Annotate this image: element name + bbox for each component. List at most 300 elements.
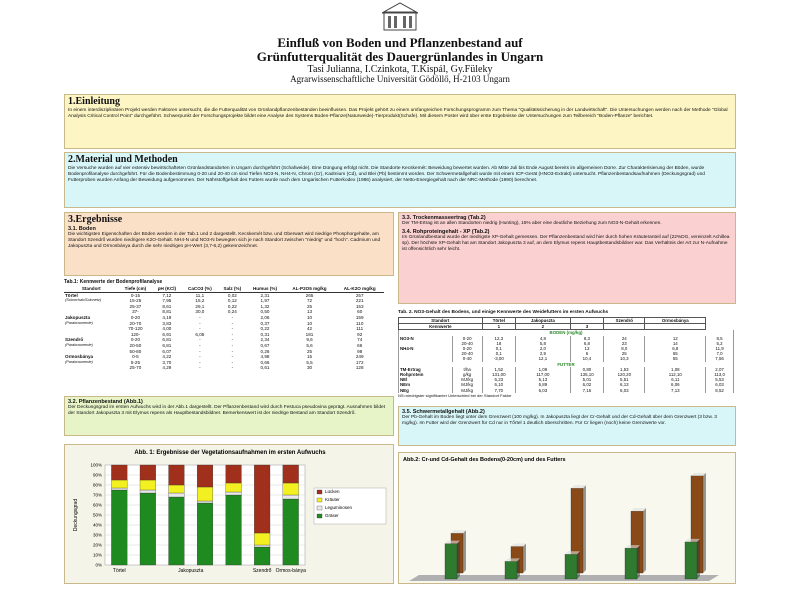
table-cell: 2,34 [260, 337, 270, 343]
unit-cell: MJ/kg [452, 377, 482, 382]
section-einleitung [64, 94, 736, 149]
table-cell: 0,24 [227, 309, 237, 315]
table-cell: 5,51 [604, 377, 645, 382]
table1-container [64, 279, 394, 391]
table-cell: 6,03 [604, 388, 645, 393]
table-cell: 12,1 [516, 356, 571, 361]
table-cell: 7,0 [706, 351, 734, 356]
row-label: NO3-N [399, 336, 453, 341]
site-cell: Törtel [65, 292, 78, 298]
table-cell: 60 [357, 309, 363, 315]
table-cell: 7,70 [482, 388, 515, 393]
unit-cell: g/kg [452, 372, 482, 377]
table-cell: 25 [604, 351, 645, 356]
x-tick-label: Törtel [112, 568, 126, 574]
table-cell: 110 [356, 320, 364, 326]
table-cell: 7,12 [162, 292, 172, 298]
table-cell: 6,10 [482, 382, 515, 387]
table-cell: 37- [132, 309, 139, 315]
bar-segment [169, 493, 185, 497]
table-cell: 6,11 [645, 377, 706, 382]
table-cell: 5,8 [516, 341, 571, 346]
table-cell: 113,0 [706, 372, 734, 377]
site-cell: (Parabraunerde) [65, 342, 93, 347]
table-cell: 1,08 [645, 367, 706, 372]
bar-side [583, 485, 586, 573]
table-cell: 25-70 [129, 365, 142, 371]
university-seal-icon [382, 2, 418, 32]
section-trockenmasse [398, 212, 736, 304]
table-cell: 15 [306, 354, 313, 360]
table-cell: 14 [645, 341, 706, 346]
chart2-svg [399, 453, 737, 585]
section-text: Die wichtigsten Eigenschaften der Böden werden in der Tab.1 und 2 dargestellt. Kecskemét bzw. und Oberwart wird niedrige Phosphorgehalte, am Standort Szendrő wurden niedrigere K2O-Gehalt. NH4-N und NO3-N bewegten sich je nach Standort zwischen "niedrig" und "hoch". Cadmium und Jakopuszta und Ormosbánya durch die sehr niedrigen pH-Wert (3,7-6,2) gekennzeichnet. [68, 232, 381, 249]
table-cell: 12,3 [482, 336, 515, 341]
table-subheader: 1 [482, 324, 515, 330]
feed-quality-table [398, 317, 734, 393]
table-cell: 8,5 [706, 336, 734, 341]
table-cell: 13 [570, 346, 603, 351]
page-title: Einfluß von Boden und Pflanzenbestand auf Grünfutterqualität des Dauergrünlandes in Ungarn [256, 35, 544, 64]
table-cell: 111 [356, 326, 364, 332]
subsection-heading: 3.3. Trockenmasseertrag (Tab.2) [402, 215, 486, 221]
table-cell: 6,8 [645, 346, 706, 351]
table-cell: 1,09 [516, 367, 571, 372]
table-cell: 0,26 [260, 348, 270, 354]
table-cell: 0,66 [260, 359, 270, 365]
x-tick-label: Jakopuszta [178, 568, 204, 574]
table-cell: 8,81 [162, 309, 172, 315]
bar-segment [197, 501, 213, 503]
legend-label: Leguminosen [325, 505, 353, 510]
y-tick-label: 0% [95, 562, 102, 568]
y-tick-label: 20% [92, 542, 102, 548]
subsection-heading: 3.5. Schwermetallgehalt (Abb.2) [402, 409, 485, 415]
bar-segment [140, 465, 156, 480]
table-cell: - [199, 354, 201, 360]
table-cell: 5,13 [516, 377, 571, 382]
table-cell: 6,02 [570, 382, 603, 387]
table-cell: 249 [355, 354, 364, 360]
legend-swatch [317, 514, 322, 518]
y-tick-label: 60% [92, 502, 102, 508]
site-cell: Jakopuszta [65, 314, 91, 320]
table-subheader: 3 [570, 324, 603, 330]
table-cell: - [231, 337, 234, 343]
table-cell: - [231, 320, 234, 326]
section-text: Der TM-Ertrag ist an allen Standorten niedrig (Hunting), 15% aber eine deutliche Beziehung zum NO3-N-Gehalt erkennen. [402, 221, 662, 226]
chart-title: Abb. 1: Ergebnisse der Vegetationsaufnahmen im ersten Aufwuchs [134, 450, 326, 456]
table-cell: 5-25 [130, 359, 141, 365]
table-header: Jakopuszta [516, 318, 571, 324]
table-header: pH (KCl) [152, 286, 181, 292]
table-cell: 70-120 [128, 326, 143, 332]
table-cell: 10 [306, 320, 313, 326]
y-tick-label: 10% [92, 552, 102, 558]
table-cell: 3,70 [162, 359, 172, 365]
table-cell: 20-50 [129, 342, 142, 348]
y-tick-label: 40% [92, 522, 102, 528]
table-cell: 65 [645, 351, 706, 356]
table-cell: 74 [357, 337, 363, 343]
table-cell: - [231, 314, 234, 320]
table-header: Standort [399, 318, 483, 324]
table-cell: - [231, 348, 234, 354]
section-heading: 3.Ergebnisse [68, 214, 123, 225]
section-heading: 1.Einleitung [68, 96, 120, 107]
table-cell: 9,6 [306, 337, 313, 343]
chart-title: Abb.2: Cr-und Cd-Gehalt des Bodens(0-20cm) und des Futters [403, 457, 566, 463]
table-cell: 66 [357, 342, 363, 348]
table-cell: 98 [357, 348, 363, 354]
table-header: AL-K2O mg/kg [335, 286, 384, 292]
section-heading: 2.Material und Methoden [68, 154, 178, 165]
table-cell: 135,10 [570, 372, 603, 377]
table-cell: 6 [570, 351, 603, 356]
table2-caption: Tab. 2. NO3-Gehalt des Bodens, und einige Kennwerte des Weidefutters im ersten Aufwuchs [398, 310, 609, 315]
bar-side [517, 558, 520, 579]
bar-segment [254, 547, 270, 565]
table-cell: 6,05 [195, 331, 205, 337]
bar-side [697, 539, 700, 579]
table-cell: 24 [604, 336, 645, 341]
table-cell: 6,13 [604, 382, 645, 387]
bar-side [703, 473, 706, 573]
table-cell: 265 [305, 292, 314, 298]
table-header: Törtel [482, 318, 515, 324]
bar-segment [111, 480, 127, 488]
bar-segment [111, 465, 127, 480]
site-cell: Szendrő [65, 337, 84, 343]
table-cell: - [231, 359, 234, 365]
table-subheader: 2 [516, 324, 571, 330]
table-cell: 128 [355, 365, 364, 371]
table-cell: 120,20 [604, 372, 645, 377]
table-cell: - [199, 326, 201, 332]
table1-caption: Tab.1: Kennwerte der Bodenprofilanalyse [64, 279, 163, 285]
bar-side [463, 530, 466, 573]
table-cell: 181 [305, 331, 314, 337]
chart1-svg [65, 445, 395, 585]
table-cell: - [199, 359, 201, 365]
table-cell: 6,03 [516, 388, 571, 393]
bar-segment [197, 503, 213, 565]
subsection-heading: 3.1. Boden [68, 226, 96, 232]
y-tick-label: 30% [92, 532, 102, 538]
table-cell: 1,32 [260, 303, 270, 309]
section-text: In einem interdisziplinären Projekt werden Faktoren untersucht, die die Futterqualität von Grünlandpflanzenbeständen beeinflussen. Das Projekt gehört zu einem umfangreichen Forschungsprogramm zum Thema "Qualitätssicherung in der Landwirtschaft". Die Untersuchungen werden nach der Methode "Global Analysis Critical Control Point" durchgeführt. Schwerpunkt der Forschungsprojekte bildet eine Analyse des Systems Boden-Pflanze(Naturweide)-Tierprodukt(Schafe). Mit diesem Poster wird über erste Ergebnisse der Untersuchungen zum Teilbereich "Boden-Pflanze" berichtet. [68, 108, 728, 119]
table-header: CaCO3 (%) [181, 286, 218, 292]
table-cell: 0,1 [482, 346, 515, 351]
table-cell: 7,56 [706, 356, 734, 361]
row-label: NEm [399, 382, 453, 387]
table-cell: 0,1 [482, 351, 515, 356]
table-cell: -3,00 [482, 356, 515, 361]
bar-side [577, 551, 580, 579]
y-tick-label: 100% [90, 462, 102, 468]
bar-segment [169, 465, 185, 485]
table-cell: 29,1 [195, 303, 205, 309]
table-cell: 15-25 [129, 298, 142, 304]
table-cell: 10 [306, 314, 313, 320]
bar-segment [226, 483, 242, 492]
x-tick-label: Szendrő [252, 568, 272, 574]
site-cell: Ormosbánya [65, 354, 94, 360]
unit-cell: t/ha [452, 367, 482, 372]
soil-profile-table [64, 286, 384, 371]
table-cell: 7,95 [162, 298, 172, 304]
table-cell: 5,01 [570, 377, 603, 382]
table-cell: 1,97 [260, 298, 270, 304]
table-cell: 0,50 [260, 309, 270, 315]
section-material [64, 152, 736, 208]
table-cell: - [231, 326, 234, 332]
legend-label: Lücken [325, 489, 340, 494]
bar-side [457, 541, 460, 579]
row-label: TM-Ertrag [399, 367, 453, 372]
table-cell: 10,4 [570, 356, 603, 361]
depth-cell: 20-40 [452, 341, 482, 346]
site-cell: (Parabraunerde) [65, 359, 93, 364]
table-cell: 1,52 [482, 367, 515, 372]
bar-segment [283, 465, 299, 483]
bar-segment [226, 492, 242, 495]
table-cell: 0,12 [227, 298, 237, 304]
depth-cell: 20-40 [452, 351, 482, 356]
section-ergebnisse [64, 212, 394, 276]
table-cell: 6,07 [162, 348, 172, 354]
section-text: Im Grünlandbestand wurde der niedrigste XP-Gehalt gemessen. Der Pflanzenbestand wird hier durch hohen Kräuteranteil auf (22%DG, vereinzelt Achillea sp). Der höchste XP-Gehalt hat am Standort Jakopuszta 3 auf, an dem Elymus repens Hauptbestandsbildner war. Das Verhältnis der Art zur N-Aufnahme ist offensichtlich sehr leicht. [402, 235, 730, 252]
row-label: Rohprotein [399, 372, 453, 377]
table-cell: 6,23 [482, 377, 515, 382]
table-cell: 131,00 [482, 372, 515, 377]
table-cell: 11,1 [195, 292, 205, 298]
subsection-heading: 3.2. Pflanzenbestand (Abb.1) [68, 399, 143, 405]
table-cell: 3,83 [162, 320, 172, 326]
chart-abb2 [398, 452, 736, 584]
authors: Tasi Julianna, I.Czinkota, T.Kispál, Gy.Füleky [307, 64, 493, 75]
y-tick-label: 80% [92, 482, 102, 488]
table-cell: 30 [306, 365, 313, 371]
table-cell: 120- [130, 331, 141, 337]
bar-side [523, 544, 526, 574]
table-row [64, 365, 384, 371]
bar-segment [283, 499, 299, 565]
unit-cell: MJ/kg [452, 382, 482, 387]
table-cell: 10,3 [604, 356, 645, 361]
site-cell [64, 365, 119, 371]
table-cell: 0,31 [260, 331, 270, 337]
table-cell: 153 [355, 303, 364, 309]
bar-segment [111, 490, 127, 565]
table-cell: 92 [357, 331, 363, 337]
table-cell: 0,80 [570, 367, 603, 372]
table-cell: 4,98 [260, 354, 270, 360]
table-header: AL-P2O5 mg/kg [284, 286, 336, 292]
table-cell: 8,3 [570, 336, 603, 341]
table-cell: 6,81 [162, 337, 172, 343]
table-cell: 4,22 [162, 354, 172, 360]
table-cell: 7,16 [570, 388, 603, 393]
depth-cell: 0-20 [452, 336, 482, 341]
section-text: Der Pb-Gehalt im Boden liegt unter dem Grenzwert (100 mg/kg). In Jakopuszta liegt der Cr-Gehalt und der Cd-Gehalt über dem Grenzwert (3 bzw. 3 mg/kg). Im Futter wird der Grenzwert für Cd nur in Tőrtel 1 deutlich überschritten. Für Cr liegen (noch) keine Grenzwerte vor. [402, 415, 717, 426]
table-cell: 23 [604, 341, 645, 346]
table-cell: 4,29 [162, 365, 172, 371]
section-pflanzenbestand [64, 396, 394, 436]
table-cell: 0-5 [132, 354, 139, 360]
bar-segment [140, 480, 156, 490]
table-cell: 11,9 [706, 346, 734, 351]
legend-swatch [317, 506, 322, 510]
table-cell: 2,06 [260, 314, 270, 320]
bar-segment [197, 465, 213, 487]
bar-segment [283, 483, 299, 495]
table-cell: 0,37 [260, 320, 270, 326]
table-cell: 50-80 [129, 348, 142, 354]
y-tick-label: 90% [92, 472, 102, 478]
table2-note: NS=niedrigster signifikanter Unterschied bei der Standort Faktor [398, 392, 512, 398]
table-cell: 6,81 [162, 342, 172, 348]
bar [565, 554, 577, 579]
table-cell: 5,6 [306, 342, 313, 348]
table-cell: - [231, 342, 234, 348]
table-cell: 6,03 [706, 382, 734, 387]
table-cell: - [231, 354, 234, 360]
y-axis-label: Deckungsgrad [73, 498, 79, 532]
table-cell: 172 [355, 359, 364, 365]
table-cell: 4,8 [516, 336, 571, 341]
bar-side [637, 545, 640, 579]
table-cell: 5,89 [516, 382, 571, 387]
table2-container [398, 310, 736, 402]
table-cell: 2,0 [516, 346, 571, 351]
bar-segment [140, 493, 156, 565]
table-cell: 42 [306, 326, 313, 332]
table-cell: 2,9 [516, 351, 571, 356]
legend-label: Kräuter [325, 497, 340, 502]
table-cell: 8,61 [162, 303, 172, 309]
table-cell: 0,61 [260, 365, 270, 371]
table-cell: 2,07 [706, 367, 734, 372]
table-section-label: FUTTER [399, 362, 734, 367]
table-header: Salz (%) [218, 286, 246, 292]
bar-side [643, 508, 646, 573]
chart-abb1 [64, 444, 394, 584]
table-cell: 5,53 [706, 377, 734, 382]
depth-cell: 0-40 [452, 356, 482, 361]
section-schwermetall [398, 406, 736, 446]
legend-swatch [317, 498, 322, 502]
table-cell: 0-20 [130, 337, 141, 343]
table-cell: 15,2 [195, 298, 205, 304]
table-cell: 117,00 [516, 372, 571, 377]
site-cell: (Parabraunerde) [65, 320, 93, 325]
bar [625, 548, 637, 579]
table-cell: - [231, 365, 234, 371]
unit-cell: MJ/kg [452, 388, 482, 393]
y-tick-label: 50% [92, 512, 102, 518]
table-section-label: BODEN (mg/kg) [399, 330, 734, 336]
table-cell: 20-70 [129, 320, 142, 326]
table-cell: 72 [306, 298, 313, 304]
x-tick-label: Ormos-bánya [275, 568, 306, 574]
table-header: Szendrő [604, 318, 645, 324]
row-label: NEg [399, 388, 453, 393]
table-cell: 0,02 [227, 292, 237, 298]
table-header: Tiefe (cm) [119, 286, 153, 292]
table-subheader: Kennwerte [399, 324, 483, 330]
bar-segment [169, 485, 185, 493]
table-cell: 0,22 [227, 303, 237, 309]
table-cell: 12 [645, 336, 706, 341]
table-cell: 221 [355, 298, 364, 304]
bar-segment [140, 490, 156, 493]
table-cell: 4,00 [162, 326, 172, 332]
y-tick-label: 70% [92, 492, 102, 498]
bar-segment [226, 495, 242, 565]
bar [445, 544, 457, 579]
table-cell: 112,10 [645, 372, 706, 377]
table-cell: 18 [482, 341, 515, 346]
bar-segment [169, 497, 185, 565]
table-cell: 55 [645, 356, 706, 361]
table-cell: 5,2 [706, 341, 734, 346]
table-cell: - [199, 365, 201, 371]
table-cell: 4,19 [162, 314, 172, 320]
table-cell: 25 [306, 303, 313, 309]
bar-segment [254, 465, 270, 533]
bar [505, 561, 517, 579]
bar-segment [197, 487, 213, 501]
bar-segment [111, 488, 127, 490]
bar-segment [283, 495, 299, 499]
legend-swatch [317, 490, 322, 494]
table-cell: 257 [355, 292, 364, 298]
table-header: Ormosbánya [645, 318, 706, 324]
table-cell: - [199, 314, 201, 320]
table-cell: 1,53 [604, 367, 645, 372]
table-cell: 6,8 [570, 341, 603, 346]
table-cell: 2,31 [260, 292, 270, 298]
depth-cell: 0-20 [452, 346, 482, 351]
table-cell: - [199, 342, 201, 348]
table-cell: 6,91 [162, 331, 172, 337]
table-cell: 5,5 [306, 359, 313, 365]
row-label: NEl [399, 377, 453, 382]
section-text: Der Deckungsgrad im ersten Aufwuchs wird in der Abb.1 dargestellt. Der Pflanzenbestand wird durch Festuca pseudovina geprägt. Ausnahmen bildet der Standort Jakopuszta 3 mit Elymus repens als Hauptbestandsbildner. Bemerkenswert ist der niedrige Bestand am Standort Szendrő. [68, 405, 386, 416]
table-cell: 159 [355, 314, 364, 320]
legend-label: Gräser [325, 513, 339, 518]
table-cell: 6,06 [645, 382, 706, 387]
table-cell: 0,22 [260, 326, 270, 332]
table-header: Humus (%) [246, 286, 283, 292]
table-cell: 0-20 [130, 314, 141, 320]
table-cell: 8,0 [604, 346, 645, 351]
table-cell: 13 [306, 309, 313, 315]
section-text: Die Versuche wurden auf vier extensiv bewirtschafteten Grünlandstandorten in Ungarn durchgeführt (Schafweide). Eine Düngung erfolgt nicht. Die Standorte Kecskemét: Beweidung bewertet wurden. Ab Mitte Juli bis Ende August bereits im allgemeinen Dürre. Zur Charakterisierung der Böden, wurde Bodenprofilanalyse durchgeführt. Für die Bodenbestimmung 0-20 und 20-40 cm sind Tiefen NO3-N, NH4-N, Chrom (Cr), Kadmium (Cd), und Blei (Pb) bestimmt worden. Der Schwermetallgehalt wurde mit einem ICP-Gerät (HNO3-Extrakt) untersucht. Pflanzenbestandsaufnahmen (Deckungsgrad) und Futterproben wurden Anfang der Beweidung aufgenommen. Der Nährstoffgehalt des Futters wurde nach dem Ungarischen Futterkodex (1986) analysiert, der Netto-Energiegehalt nach der NRC-Methode (1990) berechnet. [68, 166, 705, 183]
table-cell: - [199, 348, 201, 354]
affiliation: Agrarwissenschaftliche Universität Gödöllő, H-2103 Ungarn [290, 74, 510, 84]
bar [685, 542, 697, 579]
table-cell: 0-15 [130, 292, 141, 298]
table-cell: 25-37 [129, 303, 142, 309]
subsection-heading: 3.4. Rohproteingehalt - XP (Tab.2) [402, 229, 490, 235]
site-cell: (Solonchak/Solonetz) [65, 298, 102, 303]
bar-segment [226, 465, 242, 483]
table-header: Standort [64, 286, 119, 292]
table-cell: 30,0 [195, 309, 205, 315]
table-cell: 8,52 [706, 388, 734, 393]
